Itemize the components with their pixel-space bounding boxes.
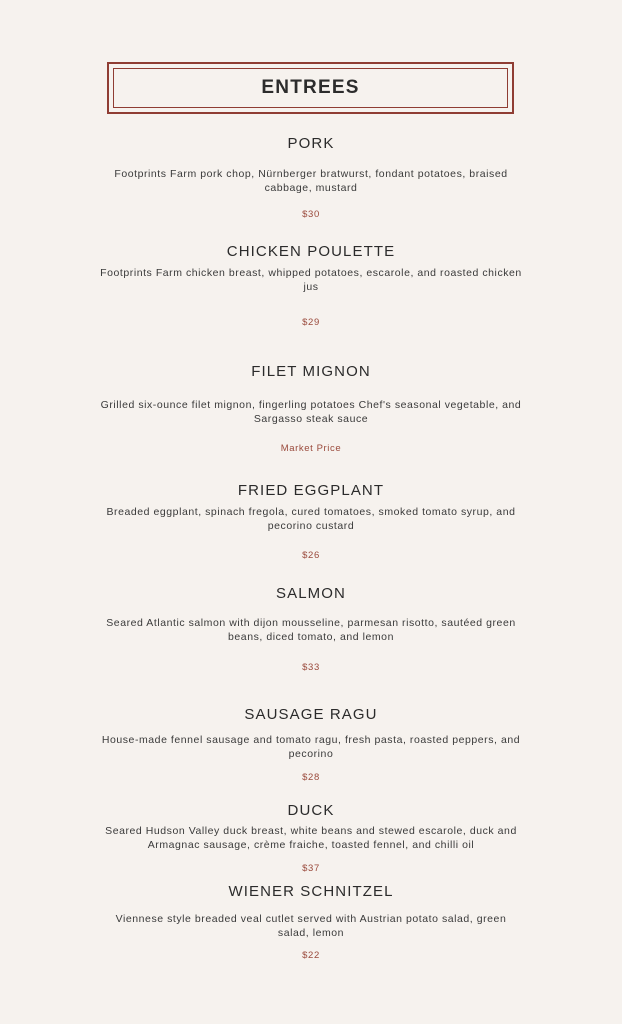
menu-item-name-filet-mignon: FILET MIGNON [251, 363, 371, 380]
menu-item-price-fried-eggplant: $26 [302, 550, 320, 561]
menu-title-frame [107, 62, 514, 114]
menu-title: ENTREES [261, 77, 360, 98]
menu-item-description-fried-eggplant: Breaded eggplant, spinach fregola, cured tomatoes, smoked tomato syrup, and pecorino custard [106, 506, 516, 532]
menu-item-description-chicken-poulette: Footprints Farm chicken breast, whipped potatoes, escarole, and roasted chicken jus [100, 267, 522, 293]
menu-title-inner-frame [113, 68, 508, 108]
menu-item-name-sausage-ragu: SAUSAGE RAGU [244, 706, 378, 723]
menu-item-name-duck: DUCK [287, 802, 335, 819]
menu-item-description-filet-mignon: Grilled six-ounce filet mignon, fingerling potatoes Chef's seasonal vegetable, and Sargasso steak sauce [100, 399, 522, 425]
menu-item-description-salmon: Seared Atlantic salmon with dijon mousseline, parmesan risotto, sautéed green beans, diced tomato, and lemon [106, 617, 516, 643]
menu-item-price-pork: $30 [302, 209, 320, 220]
menu-item-description-duck: Seared Hudson Valley duck breast, white beans and stewed escarole, duck and Armagnac sausage, crème fraiche, toasted fennel, and chilli oil [105, 825, 517, 851]
menu-item-price-duck: $37 [302, 863, 320, 874]
menu-item-name-pork: PORK [287, 135, 335, 152]
menu-item-description-sausage-ragu: House-made fennel sausage and tomato ragu, fresh pasta, roasted peppers, and pecorino [101, 734, 521, 760]
menu-item-description-pork: Footprints Farm pork chop, Nürnberger bratwurst, fondant potatoes, braised cabbage, mustard [114, 168, 508, 194]
menu-item-name-wiener-schnitzel: WIENER SCHNITZEL [228, 883, 394, 900]
menu-item-description-wiener-schnitzel: Viennese style breaded veal cutlet served with Austrian potato salad, green salad, lemon [115, 913, 507, 939]
menu-item-price-wiener-schnitzel: $22 [302, 950, 320, 961]
menu-item-name-salmon: SALMON [276, 585, 346, 602]
menu-item-price-filet-mignon: Market Price [280, 443, 342, 454]
menu-item-name-chicken-poulette: CHICKEN POULETTE [226, 243, 396, 260]
menu-item-price-chicken-poulette: $29 [302, 317, 320, 328]
menu-item-price-salmon: $33 [302, 662, 320, 673]
menu-item-price-sausage-ragu: $28 [302, 772, 320, 783]
menu-item-name-fried-eggplant: FRIED EGGPLANT [237, 482, 385, 499]
